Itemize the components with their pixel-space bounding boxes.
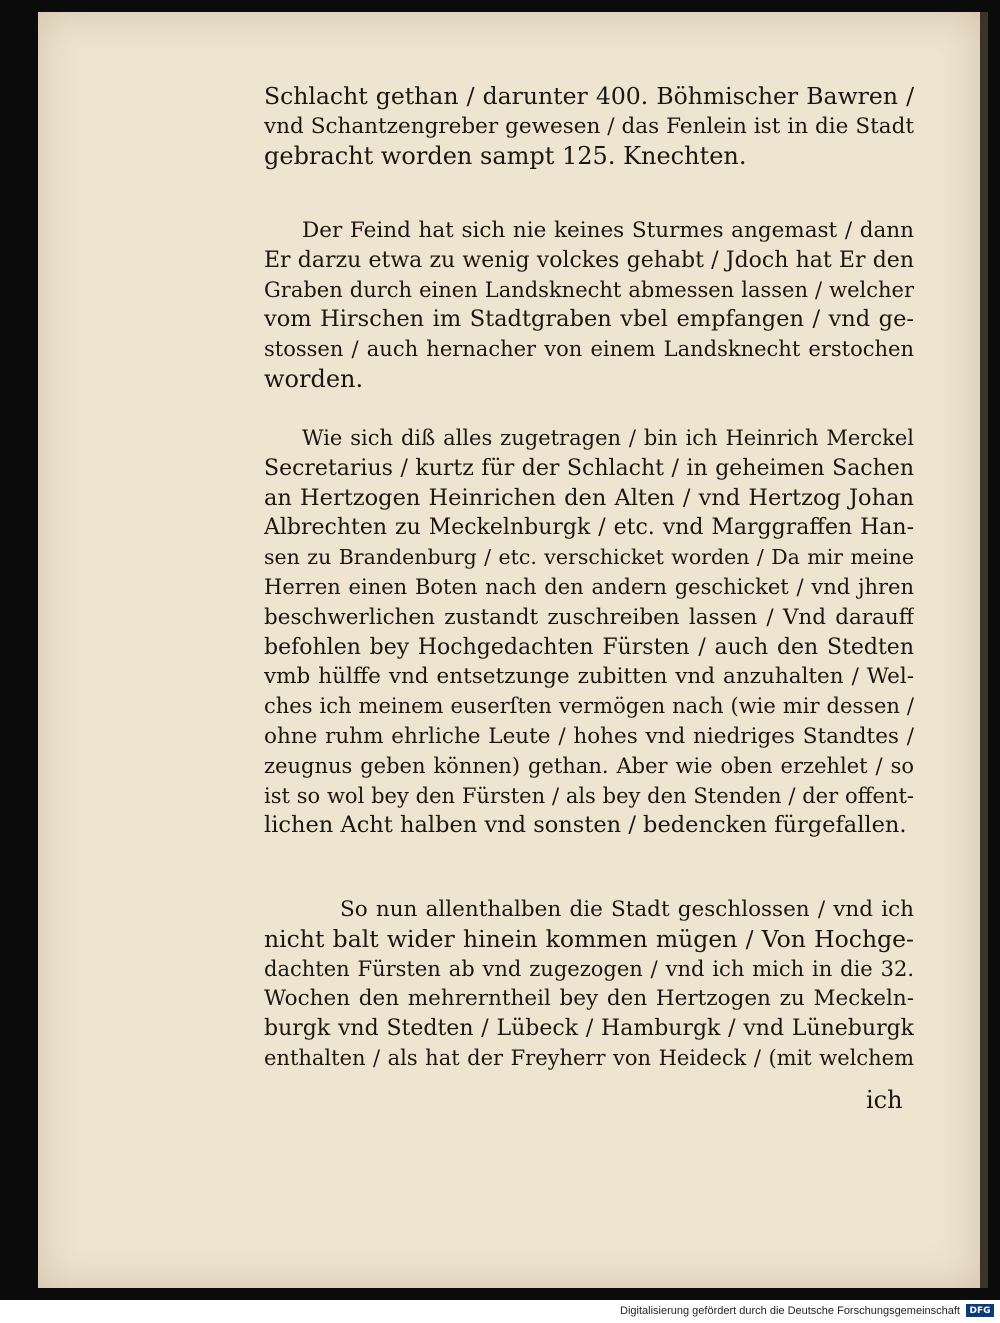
text-line: Wie sich diß alles zugetragen / bin ich Heinrich Merckel: [302, 426, 914, 450]
text-line: Schlacht gethan / darunter 400. Böhmischer Bawren /: [264, 82, 914, 110]
text-line: vnd Schantzengreber gewesen / das Fenlein ist in die Stadt: [264, 113, 914, 139]
page-edge: [980, 12, 988, 1288]
text-line: Er darzu etwa zu wenig volckes gehabt / Jdoch hat Er den: [264, 247, 914, 273]
text-line: Albrechten zu Meckelnburgk / etc. vnd Marggraffen Han-: [264, 515, 914, 541]
text-line: gebracht worden sampt 125. Knechten.: [264, 141, 747, 170]
catchword: ich: [866, 1086, 903, 1114]
text-line: zeugnus geben können) gethan. Aber wie oben erzehlet / so: [264, 753, 914, 778]
text-line: Graben durch einen Landsknecht abmessen lassen / welcher: [264, 277, 914, 302]
paragraph-1: [264, 82, 914, 171]
paragraph-4: [264, 895, 914, 1074]
funding-credit: Digitalisierung gefördert durch die Deutsche Forschungsgemeinschaft: [620, 1305, 960, 1317]
paragraph-2: [264, 216, 914, 395]
text-line: vmb hülffe vnd entsetzunge zubitten vnd anzuhalten / Wel-: [264, 664, 914, 690]
text-line: enthalten / als hat der Freyherr von Heideck / (mit welchem: [264, 1045, 914, 1070]
text-line: Herren einen Boten nach den andern geschicket / vnd jhren: [264, 574, 914, 599]
text-line: Der Feind hat sich nie keines Sturmes angemast / dann: [302, 218, 914, 243]
text-line: worden.: [264, 364, 364, 393]
text-line: befohlen bey Hochgedachten Fürsten / auch den Stedten: [264, 634, 914, 660]
paragraph-3: [264, 424, 914, 841]
text-line: stossen / auch hernacher von einem Landsknecht erstochen: [264, 337, 914, 362]
text-line: So nun allenthalben die Stadt geschlossen / vnd ich: [340, 897, 914, 922]
text-line: burgk vnd Stedten / Lübeck / Hamburgk / vnd Lüneburgk: [264, 1016, 914, 1042]
text-line: lichen Acht halben vnd sonsten / bedencken fürgefallen.: [264, 812, 907, 839]
footer-bar: [0, 1300, 1000, 1323]
text-line: nicht balt wider hinein kommen mügen / Von Hochge-: [264, 924, 914, 953]
text-line: Secretarius / kurtz für der Schlacht / in geheimen Sachen: [264, 455, 914, 481]
text-line: Wochen den mehrerntheil bey den Hertzogen zu Meckeln-: [264, 986, 914, 1012]
text-line: ohne ruhm ehrliche Leute / hohes vnd niedriges Standtes /: [264, 723, 914, 749]
text-line: sen zu Brandenburg / etc. verschicket worden / Da mir meine: [264, 545, 914, 570]
text-line: an Hertzogen Heinrichen den Alten / vnd Hertzog Johan: [264, 484, 914, 511]
text-line: dachten Fürsten ab vnd zugezogen / vnd ich mich in die 32.: [264, 956, 914, 981]
text-line: beschwerlichen zustandt zuschreiben lassen / Vnd darauff: [264, 604, 914, 630]
text-line: vom Hirschen im Stadtgraben vbel empfangen / vnd ge-: [264, 306, 914, 333]
text-line: ist so wol bey den Fürsten / als bey den Stenden / der offent-: [264, 783, 914, 808]
dfg-logo-icon: DFG: [966, 1304, 994, 1317]
text-line: ches ich meinem euserſten vermögen nach (wie mir dessen /: [264, 694, 914, 719]
